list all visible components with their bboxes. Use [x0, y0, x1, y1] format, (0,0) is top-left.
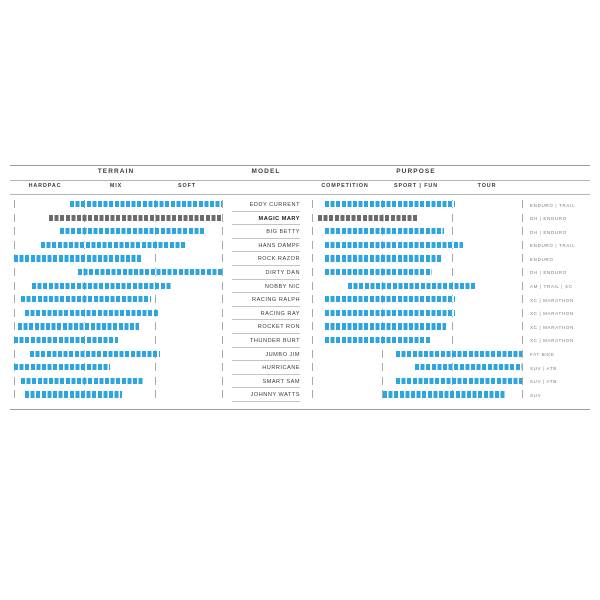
model-category: SUV | ATB — [530, 365, 557, 371]
chart-row — [10, 213, 590, 227]
chart-row — [10, 335, 590, 349]
model-name-underline — [232, 374, 300, 375]
terrain-bar — [25, 310, 157, 316]
axis-tick — [222, 227, 223, 235]
axis-tick — [522, 363, 523, 371]
group-header-purpose: PURPOSE — [396, 168, 436, 175]
model-category: XC | MARATHON — [530, 324, 574, 330]
axis-tick — [522, 322, 523, 330]
axis-tick — [222, 377, 223, 385]
axis-tick — [155, 295, 156, 303]
axis-tick — [222, 254, 223, 262]
model-name-underline — [232, 347, 300, 348]
model-name-underline — [232, 319, 300, 320]
model-category: XC | MARATHON — [530, 297, 574, 303]
axis-tick — [14, 214, 15, 222]
model-category: SUV — [530, 392, 542, 398]
axis-tick — [312, 227, 313, 235]
model-name[interactable]: HURRICANE — [262, 365, 300, 372]
axis-tick — [452, 254, 453, 262]
terrain-bar — [14, 255, 143, 261]
terrain-bar — [25, 391, 122, 397]
axis-tick — [312, 214, 313, 222]
model-category: DH | ENDURO — [530, 229, 567, 235]
axis-tick — [312, 309, 313, 317]
axis-tick — [14, 200, 15, 208]
model-name-underline — [232, 360, 300, 361]
axis-tick — [522, 390, 523, 398]
axis-tick — [522, 227, 523, 235]
model-name[interactable]: SMART SAM — [262, 378, 300, 385]
model-name-underline — [232, 265, 300, 266]
axis-tick — [522, 268, 523, 276]
purpose-bar — [325, 228, 445, 234]
axis-tick — [155, 322, 156, 330]
chart-row — [10, 240, 590, 254]
axis-tick — [452, 336, 453, 344]
axis-tick — [382, 363, 383, 371]
model-name[interactable]: NOBBY NIC — [264, 283, 300, 290]
axis-tick — [155, 363, 156, 371]
subgroup-header-soft: SOFT — [178, 183, 196, 189]
axis-tick — [312, 200, 313, 208]
model-category: ENDURO — [530, 256, 554, 262]
tire-comparison-chart — [0, 165, 600, 410]
model-name-underline — [232, 211, 300, 212]
terrain-bar — [14, 337, 118, 343]
model-name[interactable]: MAGIC MARY — [258, 215, 300, 222]
axis-tick — [452, 214, 453, 222]
axis-tick — [14, 227, 15, 235]
model-category: AM | TRAIL | XC — [530, 284, 573, 290]
model-category: DH | ENDURO — [530, 216, 567, 222]
chart-row — [10, 389, 590, 403]
axis-tick — [155, 390, 156, 398]
model-name[interactable]: HANS DAMPF — [258, 242, 300, 249]
axis-tick — [522, 309, 523, 317]
model-name-underline — [232, 251, 300, 252]
model-name[interactable]: ROCK RAZOR — [257, 256, 300, 263]
terrain-bar — [30, 351, 160, 357]
axis-tick — [522, 350, 523, 358]
chart-row — [10, 362, 590, 376]
axis-tick — [452, 322, 453, 330]
axis-tick — [522, 295, 523, 303]
axis-tick — [312, 336, 313, 344]
purpose-bar — [325, 269, 432, 275]
axis-tick — [14, 322, 15, 330]
axis-tick — [222, 390, 223, 398]
axis-tick — [452, 227, 453, 235]
axis-tick — [222, 295, 223, 303]
axis-tick — [14, 377, 15, 385]
model-name-underline — [232, 401, 300, 402]
axis-tick — [155, 377, 156, 385]
subgroup-header-mix: MIX — [109, 183, 123, 189]
chart-row — [10, 267, 590, 281]
model-name[interactable]: RACING RAY — [260, 310, 300, 317]
axis-tick — [312, 295, 313, 303]
axis-tick — [452, 268, 453, 276]
purpose-bar — [325, 242, 464, 248]
chart-row — [10, 376, 590, 390]
model-category: DH | ENDURO — [530, 270, 567, 276]
purpose-bar — [325, 337, 430, 343]
axis-tick — [222, 363, 223, 371]
purpose-bar — [325, 296, 455, 302]
axis-tick — [522, 200, 523, 208]
model-name[interactable]: DIRTY DAN — [265, 269, 300, 276]
axis-tick — [382, 350, 383, 358]
axis-tick — [155, 254, 156, 262]
purpose-bar — [325, 201, 455, 207]
axis-tick — [522, 282, 523, 290]
model-category: SUV | ATB — [530, 379, 557, 385]
model-category: ENDURO | TRAIL — [530, 202, 575, 208]
axis-tick — [522, 254, 523, 262]
axis-tick — [312, 241, 313, 249]
model-name-underline — [232, 306, 300, 307]
axis-tick — [312, 377, 313, 385]
axis-tick — [14, 309, 15, 317]
axis-tick — [312, 268, 313, 276]
axis-tick — [14, 268, 15, 276]
model-category: XC | MARATHON — [530, 311, 574, 317]
terrain-bar — [18, 323, 139, 329]
chart-row — [10, 294, 590, 308]
model-name-underline — [232, 387, 300, 388]
axis-tick — [222, 268, 223, 276]
purpose-bar — [415, 364, 522, 370]
axis-tick — [222, 309, 223, 317]
terrain-bar — [32, 283, 172, 289]
terrain-bar — [60, 228, 206, 234]
terrain-bar — [78, 269, 222, 275]
terrain-bar — [14, 364, 110, 370]
model-name[interactable]: JUMBO JIM — [265, 351, 300, 358]
subgroup-header-sport-fun: SPORT | FUN — [393, 183, 439, 189]
purpose-bar — [383, 391, 505, 397]
axis-tick — [312, 322, 313, 330]
purpose-bar — [396, 351, 522, 357]
axis-tick — [14, 282, 15, 290]
model-category: FAT BIKE — [530, 352, 555, 358]
purpose-bar — [348, 283, 476, 289]
group-header-terrain: TERRAIN — [97, 168, 135, 175]
axis-tick — [222, 350, 223, 358]
terrain-bar — [49, 215, 222, 221]
chart-row — [10, 226, 590, 240]
axis-tick — [312, 350, 313, 358]
axis-tick — [222, 282, 223, 290]
chart-row — [10, 253, 590, 267]
group-header-row — [10, 166, 590, 180]
chart-row — [10, 308, 590, 322]
axis-tick — [312, 282, 313, 290]
axis-tick — [382, 377, 383, 385]
axis-tick — [312, 390, 313, 398]
terrain-bar — [41, 242, 185, 248]
model-category: ENDURO | TRAIL — [530, 243, 575, 249]
purpose-bar — [318, 215, 417, 221]
terrain-bar — [21, 296, 151, 302]
chart-row — [10, 349, 590, 363]
model-name-underline — [232, 279, 300, 280]
chart-row — [10, 281, 590, 295]
model-name[interactable]: JOHNNY WATTS — [250, 392, 300, 399]
subgroup-header-row — [10, 181, 590, 194]
subgroup-header-tour: TOUR — [477, 183, 497, 189]
axis-tick — [222, 200, 223, 208]
chart-row — [10, 321, 590, 335]
purpose-bar — [325, 323, 447, 329]
purpose-bar — [396, 378, 522, 384]
axis-tick — [522, 241, 523, 249]
axis-tick — [522, 336, 523, 344]
chart-row — [10, 199, 590, 213]
purpose-bar — [325, 255, 443, 261]
model-name-underline — [232, 224, 300, 225]
axis-tick — [222, 241, 223, 249]
model-name[interactable]: EDDY CURRENT — [249, 202, 300, 208]
axis-tick — [14, 241, 15, 249]
model-category: XC | MARATHON — [530, 338, 574, 344]
axis-tick — [155, 336, 156, 344]
model-name[interactable]: RACING RALPH — [252, 297, 300, 304]
axis-tick — [222, 322, 223, 330]
model-name[interactable]: BIG BETTY — [266, 229, 300, 236]
model-name-underline — [232, 238, 300, 239]
axis-tick — [312, 254, 313, 262]
axis-tick — [222, 214, 223, 222]
axis-tick — [222, 336, 223, 344]
axis-tick — [522, 377, 523, 385]
bottom-rule — [10, 409, 590, 410]
group-header-model: MODEL — [251, 168, 281, 175]
subgroup-header-competition: COMPETITION — [321, 183, 369, 189]
subgroup-header-hardpac: HARDPAC — [28, 183, 62, 189]
axis-tick — [14, 295, 15, 303]
model-name[interactable]: THUNDER BURT — [249, 337, 300, 344]
axis-tick — [312, 363, 313, 371]
axis-tick — [522, 214, 523, 222]
axis-tick — [14, 350, 15, 358]
axis-tick — [14, 390, 15, 398]
terrain-bar — [21, 378, 143, 384]
model-name[interactable]: ROCKET RON — [257, 324, 300, 331]
model-name-underline — [232, 292, 300, 293]
chart-rows — [10, 195, 590, 403]
purpose-bar — [325, 310, 455, 316]
terrain-bar — [70, 201, 222, 207]
model-name-underline — [232, 333, 300, 334]
